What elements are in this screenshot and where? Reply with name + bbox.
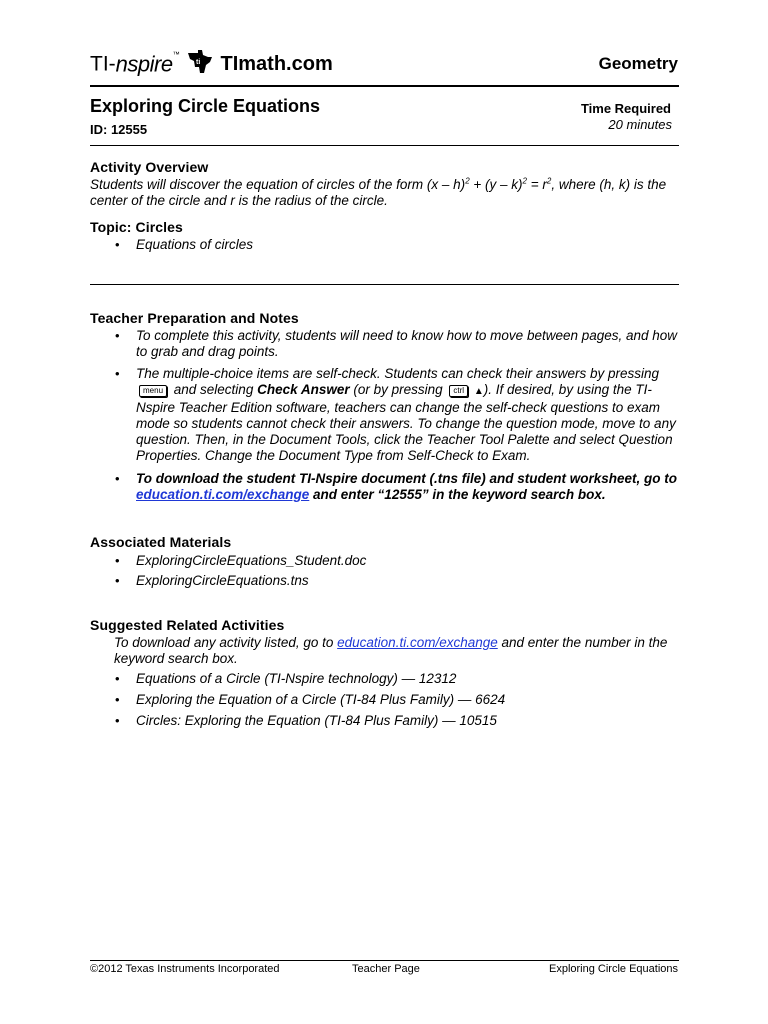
footer-page: Teacher Page bbox=[352, 963, 420, 975]
exchange-link[interactable]: education.ti.com/exchange bbox=[136, 487, 310, 502]
materials-heading: Associated Materials bbox=[90, 534, 232, 550]
time-required-label: Time Required bbox=[580, 101, 671, 116]
up-arrow-icon: ▲ bbox=[471, 386, 484, 397]
brand-nspire: nspire bbox=[115, 51, 173, 77]
related-heading: Suggested Related Activities bbox=[90, 617, 285, 633]
svg-text:ti: ti bbox=[196, 59, 201, 66]
related-intro: To download any activity listed, go to education.ti.com/exchange and enter the number in the keyword search box. bbox=[114, 635, 668, 666]
topic-heading: Topic: Circles bbox=[90, 219, 183, 235]
topic-rule bbox=[90, 284, 679, 285]
exchange-link-2[interactable]: education.ti.com/exchange bbox=[337, 635, 498, 650]
site-name: TImath.com bbox=[220, 53, 333, 75]
overview-text: Students will discover the equation of circles of the form $(x - h)^2 + (y - k)^2 = r^2$, where (h, k) is the center of the circle and r is the radius of the circle. bbox=[90, 176, 667, 208]
menu-key-icon: menu bbox=[139, 385, 167, 397]
footer-doc: Exploring Circle Equations bbox=[548, 963, 678, 975]
time-required-value: 20 minutes bbox=[608, 117, 672, 132]
page-title: Exploring Circle Equations bbox=[90, 96, 321, 116]
footer-copyright: ©2012 Texas Instruments Incorporated bbox=[90, 963, 280, 975]
prep-heading: Teacher Preparation and Notes bbox=[90, 310, 299, 326]
brand-prefix: TI- bbox=[90, 52, 116, 76]
footer-rule bbox=[90, 960, 679, 961]
brand-logo bbox=[90, 48, 333, 78]
subject-label: Geometry bbox=[598, 54, 678, 73]
activity-id: ID: 12555 bbox=[90, 122, 148, 137]
header-rule bbox=[90, 85, 679, 87]
ti-logo-icon bbox=[186, 48, 214, 81]
overview-heading: Activity Overview bbox=[90, 159, 209, 175]
title-rule bbox=[90, 145, 679, 146]
ctrl-key-icon: ctrl bbox=[449, 385, 468, 397]
brand-tm: ™ bbox=[172, 51, 180, 59]
